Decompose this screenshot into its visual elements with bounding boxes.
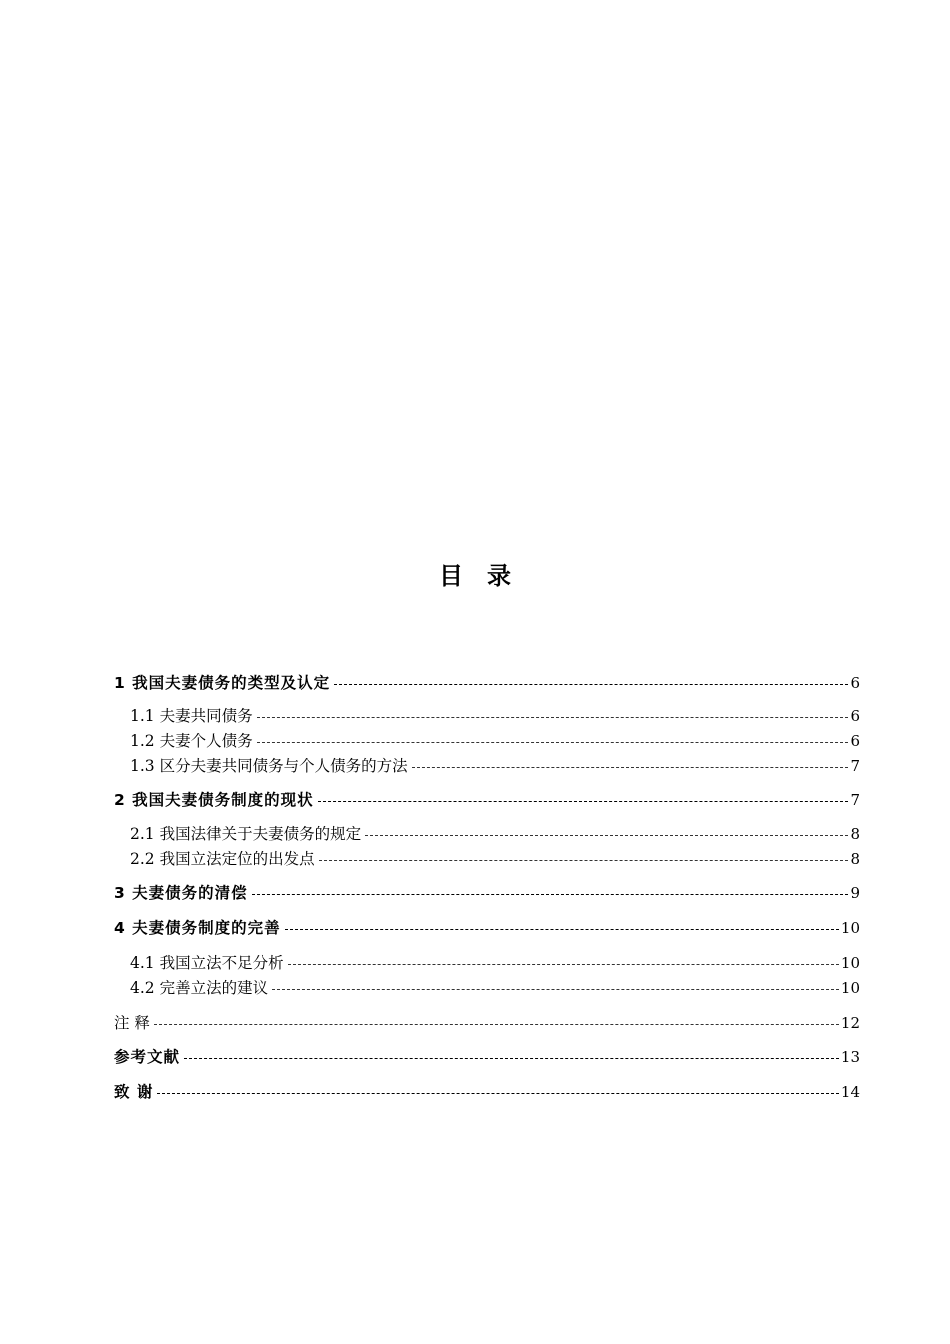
toc-page-number: 10	[840, 954, 860, 972]
toc-dot-leader	[288, 964, 839, 965]
toc-dot-leader	[365, 835, 848, 836]
toc-entry-label: 4 夫妻债务制度的完善	[114, 919, 281, 937]
toc-entry-4-2[interactable]	[114, 977, 860, 999]
toc-entry-2-1[interactable]	[114, 823, 860, 845]
toc-dot-leader	[257, 742, 849, 743]
page-title: 目录	[439, 562, 535, 590]
toc-page-number: 6	[850, 674, 860, 692]
toc-entry-label: 致 谢	[114, 1083, 154, 1101]
toc-dot-leader	[257, 717, 849, 718]
toc-entry-label: 2.2 我国立法定位的出发点	[130, 850, 315, 868]
toc-page-number: 8	[850, 850, 860, 868]
toc-entry-4[interactable]	[114, 917, 860, 939]
toc-entry-label: 3 夫妻债务的清偿	[114, 884, 248, 902]
toc-entry-1[interactable]	[114, 672, 860, 694]
toc-entry-2-2[interactable]	[114, 848, 860, 870]
toc-page-number: 6	[850, 732, 860, 750]
toc-entry-label: 1.3 区分夫妻共同债务与个人债务的方法	[130, 757, 408, 775]
toc-dot-leader	[318, 801, 849, 802]
toc-page-number: 10	[840, 979, 860, 997]
toc-entry-label: 4.1 我国立法不足分析	[130, 954, 284, 972]
toc-entry-1-2[interactable]	[114, 730, 860, 752]
toc-dot-leader	[319, 860, 849, 861]
toc-entry-1-1[interactable]	[114, 705, 860, 727]
toc-entry-notes[interactable]	[114, 1012, 860, 1034]
toc-entry-label: 4.2 完善立法的建议	[130, 979, 269, 997]
toc-entry-label: 参考文献	[114, 1048, 181, 1066]
toc-entry-1-3[interactable]	[114, 755, 860, 777]
toc-dot-leader	[252, 894, 849, 895]
toc-dot-leader	[154, 1024, 839, 1025]
toc-page-number: 7	[850, 757, 860, 775]
toc-dot-leader	[285, 929, 839, 930]
toc-entry-label: 2.1 我国法律关于夫妻债务的规定	[130, 825, 362, 843]
toc-dot-leader	[412, 767, 849, 768]
toc-entry-references[interactable]	[114, 1046, 860, 1068]
toc-page-number: 13	[840, 1048, 860, 1066]
toc-entry-label: 1.1 夫妻共同债务	[130, 707, 253, 725]
toc-dot-leader	[157, 1093, 839, 1094]
toc-entry-2[interactable]	[114, 789, 860, 811]
toc-entry-label: 1 我国夫妻债务的类型及认定	[114, 674, 331, 692]
toc-dot-leader	[184, 1058, 839, 1059]
toc-page-number: 12	[840, 1014, 860, 1032]
toc-page-number: 9	[850, 884, 860, 902]
toc-entry-label: 注 释	[114, 1014, 150, 1032]
toc-page-number: 6	[850, 707, 860, 725]
toc-page-number: 8	[850, 825, 860, 843]
toc-page-number: 10	[840, 919, 860, 937]
toc-entry-label: 2 我国夫妻债务制度的现状	[114, 791, 314, 809]
toc-entry-3[interactable]	[114, 882, 860, 904]
toc-page-number: 7	[850, 791, 860, 809]
toc-dot-leader	[272, 989, 839, 990]
toc-entry-acknowledgements[interactable]	[114, 1081, 860, 1103]
toc-entry-label: 1.2 夫妻个人债务	[130, 732, 253, 750]
toc-page-number: 14	[840, 1083, 860, 1101]
toc-entry-4-1[interactable]	[114, 952, 860, 974]
toc-dot-leader	[334, 684, 848, 685]
